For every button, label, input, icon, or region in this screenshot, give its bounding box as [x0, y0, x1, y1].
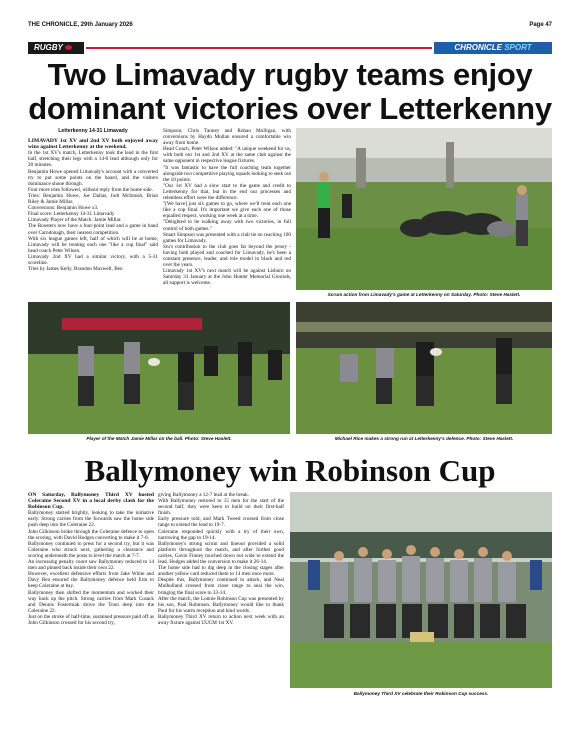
potm-photo — [28, 302, 290, 434]
paragraph: Ballymoney then shifted the momentum and worked their way back up the pitch. Strong carries from Mark Cusack and Dennis Fosterniak drove the Toon deep into the Coleraine 22. — [28, 589, 154, 614]
team-caption: Ballymoney Third XV celebrate their Robinson Cup success. — [353, 691, 489, 696]
paragraph: Head Coach, Peter Wilson added: "A unique weekend for us, with both our 1st and 2nd XV at the same club against the same opponent in respective league fixtures. — [163, 146, 291, 165]
paragraph: Four more tries followed, without reply from the home side. — [28, 186, 153, 193]
team-photo — [290, 492, 552, 688]
story2-lead: ON Saturday, Ballymoney Third XV hosted Coleraine Second XV in a local derby clash for the Robinson Cup. — [28, 492, 154, 511]
paragraph: Tries: Benjamin Howe, Joe Dallas, Judt McIntosh, Brian Riley & Jamie Millar. — [28, 192, 158, 206]
story1-column-2 — [163, 128, 291, 316]
paragraph: The home side had to dig deep in the closing stages after another yellow card reduced them to 14 men once more. — [158, 565, 284, 578]
paragraph: However, excellent defensive efforts from Jake White and Davy Rea ensured the Ballymoney defence held firm to keep Coleraine at bay. — [28, 571, 154, 590]
paragraph: Ballymoney's strong scrum and lineout provided a solid platform throughout the match, and after further good carries, Gavin Finney touched down out wide to extend the lead. Hodges added the conversion to make it 26-14. — [158, 540, 284, 566]
paragraph: John Gilkinson broke through the Coleraine defence to open the scoring, with David Hodges converting to make it 7-0. — [28, 528, 154, 541]
paragraph: Final score: Letterkenny 14-31 Limavady — [28, 211, 115, 218]
paragraph: Benjamin Howe opened Limavady's account with a converted try to put some points on the board, and the visitors dominance shone through. — [28, 168, 158, 187]
story1-byline: Letterkenny 14-31 Limavady — [58, 128, 128, 134]
paragraph: Despite this, Ballymoney continued to attack, and Neal Mulholland crossed from close range to seal the win, bringing the final score to 33-14. — [158, 577, 284, 596]
story2-column-2 — [158, 492, 284, 714]
paragraph: Conversions: Benjamin Howe x3. — [28, 205, 99, 212]
paragraph: In the 1st XV's match, Letterkenny took the lead in the first half, stretching their legs with a 14-0 lead although only for 20 minutes. — [28, 150, 158, 169]
paragraph: Ballymoney continued to press for a second try, but it was Coleraine who struck next, gathering a clearance and scoring underneath the posts to level the match at 7-7. — [28, 540, 154, 559]
chronicle-sport-logo: CHRONICLE SPORT — [434, 42, 552, 54]
paragraph: Stuart Simpson was presented with a club tie on reaching 100 games for Limavady. — [163, 231, 291, 244]
rugby-section-tab[interactable]: RUGBY — [28, 42, 84, 54]
strong-run-photo — [296, 302, 552, 434]
paragraph: "It was fantastic to have the full coaching team together alongside two competitive playing squads looking to seek out the 10 points. — [163, 164, 291, 183]
story1-headline: Two Limavady rugby teams enjoy dominant victories over Letterkenny — [28, 57, 552, 126]
paragraph: "[We have] just six games to go, where we'll treat each one like a cup final. It's important we give each one of those equalled respect, working one week at a time. — [163, 201, 291, 220]
paragraph: Coleraine responded quickly with a try of their own, narrowing the gap to 19-14. — [158, 528, 284, 541]
story1-lead: LIMAVADY 1st XV and 2nd XV both enjoyed away wins against Letterkenny at the weekend. — [28, 138, 158, 151]
paragraph: Limavady Player of the Match: Jamie Millar. — [28, 217, 122, 224]
paper-date: THE CHRONICLE, 29th January 2026 — [28, 22, 133, 28]
page-number: Page 47 — [529, 22, 552, 28]
potm-caption: Player of the Match Jamie Millar on the ball. Photo: Steve Haslett. — [86, 436, 232, 441]
paragraph: Limavady 1st XV's next match will be against Lisburn on Saturday 31 January at the John Hunter Memorial Grounds, all support is welcome. — [163, 268, 291, 287]
paragraph: After the match, the Lonnie Robinson Cup was presented by his son, Paul Robinson. Ballymoney would like to thank Paul for his warm reception and kind words. — [158, 595, 284, 614]
strong-run-caption: Michael Rice makes a strong run at Letterkenny's defence. Photo: Steve Haslett. — [334, 436, 514, 441]
story1-column-1 — [28, 128, 158, 316]
paragraph: Tries by James Kelly, Brandon Maxwell, Ben — [28, 266, 123, 273]
rugby-ball-icon — [65, 45, 72, 50]
paragraph: Early pressure told, and Mark Tweed crossed from close range to extend the lead to 19-7. — [158, 516, 284, 529]
red-stripe — [86, 47, 432, 49]
paragraph: An increasing penalty count saw Ballymoney reduced to 14 men and pinned back inside their own 22. — [28, 559, 154, 572]
story2-headline: Ballymoney win Robinson Cup — [84, 453, 496, 488]
story2-column-1 — [28, 492, 154, 714]
masthead — [28, 20, 552, 32]
paragraph: "Our 1st XV had a slow start to the game and credit to Letterkenny for that, but in the end our processes and relentless effort were the difference. — [163, 182, 291, 202]
scrum-caption: Scrum action from Limavady's game at Letterkenny on Saturday. Photo: Steve Haslett. — [327, 292, 521, 297]
paragraph: Ballymoney started brightly, looking to take the initiative early. Strong carries from the forwards saw the home side push deep into the Coleraine 22. — [28, 510, 154, 529]
paragraph: giving Ballymoney a 12-7 lead at the break. — [158, 492, 250, 498]
section-rule — [86, 42, 552, 54]
paragraph: Just on the stroke of half-time, sustained pressure paid off as John Gilkinson crossed for his second try, — [28, 613, 154, 626]
paragraph: Limavady 2nd XV had a similar victory, with a 5-31 scoreline. — [28, 253, 158, 266]
paragraph: "Delighted to be walking away with two victories, in full control of both games." — [163, 219, 291, 232]
paragraph: The Roosters now have a four-point lead and a game in hand over Carndonagh, their nearest competition. — [28, 223, 158, 236]
section-bar — [28, 42, 552, 54]
paragraph: Ballymoney Third XV return to action next week with an away fixture against UUCM 1st XV. — [158, 613, 284, 626]
scrum-photo — [296, 128, 552, 290]
paragraph: With Ballymoney restored to 15 men for the start of the second half, they were keen to build on their first-half finish. — [158, 498, 284, 517]
paragraph: Simpson, Chris Tanney and Rohan Mulligan, with conversions by Haydn Mullan ensured a comfortable win away from home. — [163, 128, 291, 147]
paragraph: Stu's contribution to the club goes far beyond the jersey - having both played and coached for Limavady, he's been a constant presence, leader, and role model in black and red over the years. — [163, 243, 291, 269]
paragraph: With six league games left, half of which will be at home, Limavady will be treating each one "like a cup final" said head coach Peter Wilson. — [28, 235, 158, 254]
